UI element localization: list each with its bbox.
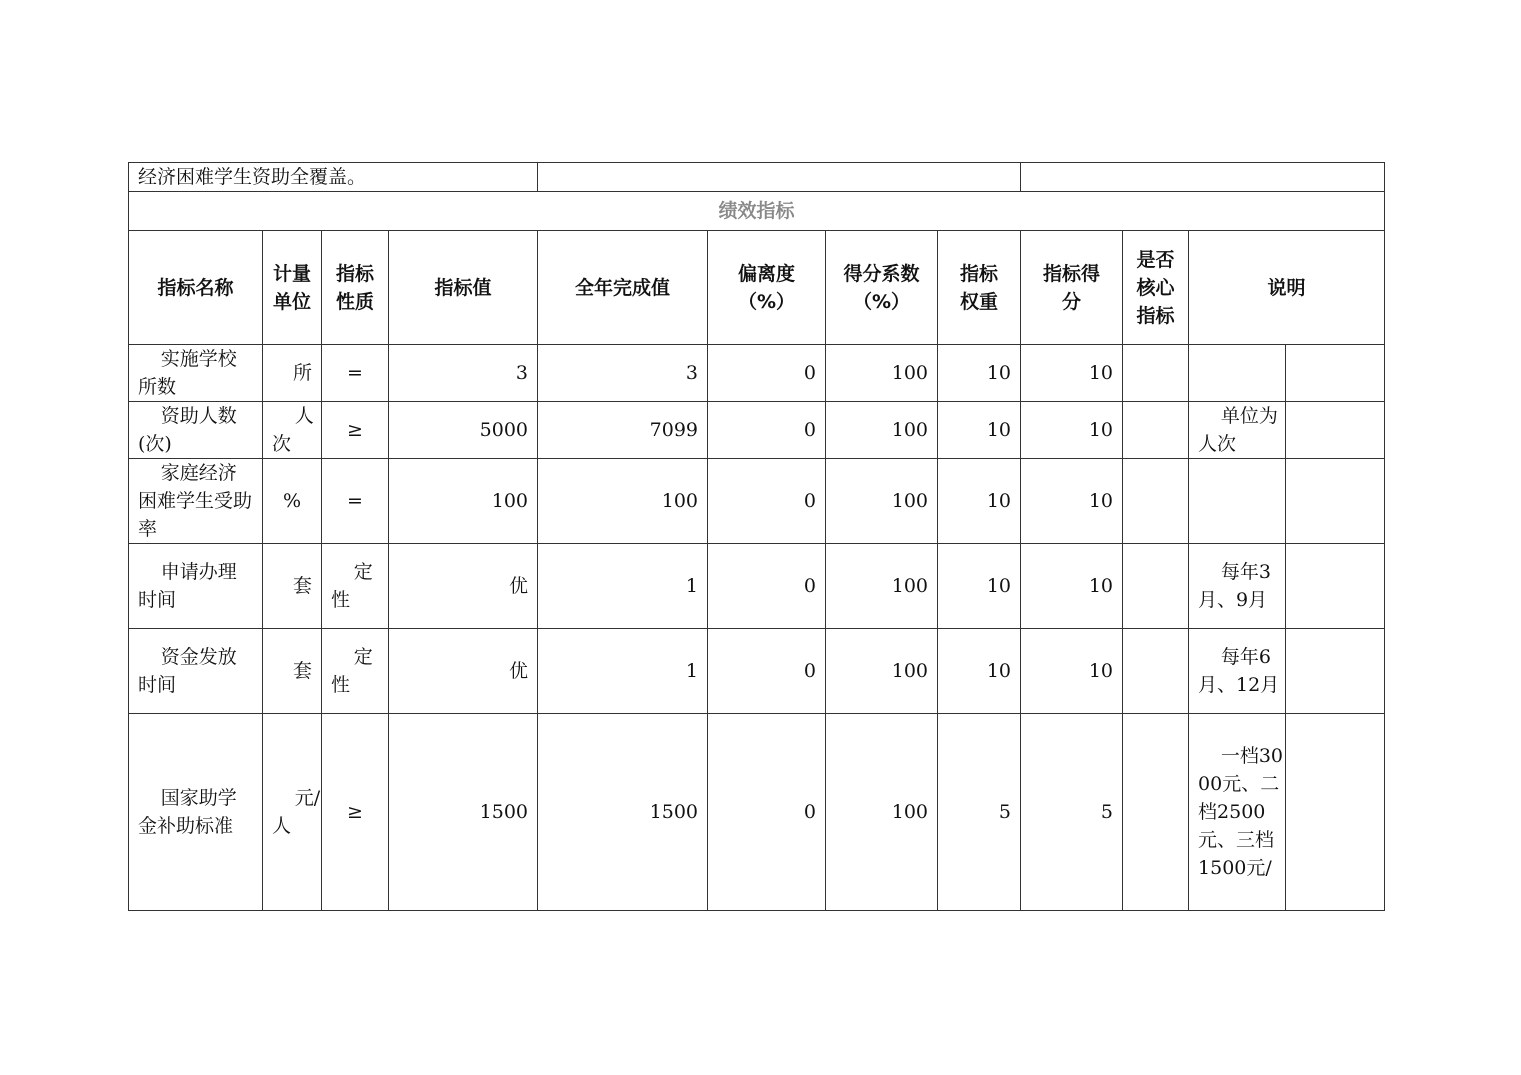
section-row	[129, 192, 1385, 231]
indicator-target: 100	[389, 459, 538, 544]
indicator-score: 10	[1021, 345, 1123, 402]
indicator-name: 实施学校所数	[129, 345, 263, 402]
indicator-deviation: 0	[708, 714, 826, 911]
indicator-unit: 套	[263, 629, 322, 714]
indicator-actual: 1500	[538, 714, 708, 911]
indicator-nature: 定性	[322, 544, 389, 629]
indicator-core	[1123, 544, 1189, 629]
indicator-coef: 100	[826, 629, 938, 714]
indicator-coef: 100	[826, 714, 938, 911]
indicator-extra	[1286, 714, 1385, 911]
table-row	[129, 402, 1385, 459]
indicator-weight: 10	[938, 402, 1021, 459]
indicator-extra	[1286, 544, 1385, 629]
indicator-weight: 10	[938, 345, 1021, 402]
indicator-target: 3	[389, 345, 538, 402]
header-score: 指标得分	[1021, 231, 1123, 345]
indicator-actual: 3	[538, 345, 708, 402]
indicator-actual: 1	[538, 629, 708, 714]
indicator-actual: 7099	[538, 402, 708, 459]
indicator-unit: %	[263, 459, 322, 544]
table-row	[129, 345, 1385, 402]
indicator-target: 5000	[389, 402, 538, 459]
header-actual: 全年完成值	[538, 231, 708, 345]
header-note: 说明	[1189, 231, 1385, 345]
indicator-core	[1123, 629, 1189, 714]
header-deviation: 偏离度（%）	[708, 231, 826, 345]
indicator-deviation: 0	[708, 345, 826, 402]
header-core: 是否核心指标	[1123, 231, 1189, 345]
objective-row	[129, 163, 1385, 192]
header-weight: 指标权重	[938, 231, 1021, 345]
indicator-weight: 10	[938, 459, 1021, 544]
indicator-note: 每年6月、12月	[1189, 629, 1286, 714]
table-row	[129, 714, 1385, 911]
indicator-deviation: 0	[708, 544, 826, 629]
indicator-nature: ≥	[322, 402, 389, 459]
indicator-name: 家庭经济困难学生受助率	[129, 459, 263, 544]
table-row	[129, 629, 1385, 714]
header-name: 指标名称	[129, 231, 263, 345]
indicator-score: 10	[1021, 629, 1123, 714]
indicator-unit: 人次	[263, 402, 322, 459]
indicator-weight: 5	[938, 714, 1021, 911]
objective-text: 经济困难学生资助全覆盖。	[129, 163, 538, 192]
indicator-target: 优	[389, 629, 538, 714]
indicator-nature: ≥	[322, 714, 389, 911]
indicator-name: 资助人数(次)	[129, 402, 263, 459]
indicator-unit: 所	[263, 345, 322, 402]
indicator-name: 申请办理时间	[129, 544, 263, 629]
indicator-deviation: 0	[708, 629, 826, 714]
indicator-extra	[1286, 345, 1385, 402]
indicator-extra	[1286, 402, 1385, 459]
indicator-coef: 100	[826, 345, 938, 402]
indicator-coef: 100	[826, 459, 938, 544]
indicator-actual: 100	[538, 459, 708, 544]
header-target: 指标值	[389, 231, 538, 345]
indicator-note	[1189, 345, 1286, 402]
indicator-core	[1123, 459, 1189, 544]
indicator-coef: 100	[826, 402, 938, 459]
indicator-note: 每年3月、9月	[1189, 544, 1286, 629]
indicator-core	[1123, 345, 1189, 402]
indicator-unit: 元/人	[263, 714, 322, 911]
indicator-weight: 10	[938, 629, 1021, 714]
indicator-nature: 定性	[322, 629, 389, 714]
indicator-score: 10	[1021, 544, 1123, 629]
indicator-actual: 1	[538, 544, 708, 629]
performance-table	[128, 162, 1385, 911]
indicator-extra	[1286, 629, 1385, 714]
indicator-extra	[1286, 459, 1385, 544]
indicator-deviation: 0	[708, 402, 826, 459]
indicator-unit: 套	[263, 544, 322, 629]
header-unit: 计量单位	[263, 231, 322, 345]
indicator-weight: 10	[938, 544, 1021, 629]
indicator-target: 1500	[389, 714, 538, 911]
indicator-nature: =	[322, 459, 389, 544]
header-nature: 指标性质	[322, 231, 389, 345]
indicator-name: 国家助学金补助标准	[129, 714, 263, 911]
header-row	[129, 231, 1385, 345]
indicator-note: 单位为人次	[1189, 402, 1286, 459]
indicator-nature: =	[322, 345, 389, 402]
table-row	[129, 459, 1385, 544]
indicator-coef: 100	[826, 544, 938, 629]
table-row	[129, 544, 1385, 629]
indicator-score: 5	[1021, 714, 1123, 911]
indicator-score: 10	[1021, 459, 1123, 544]
indicator-core	[1123, 402, 1189, 459]
indicator-name: 资金发放时间	[129, 629, 263, 714]
indicator-note: 一档3000元、二档2500元、三档1500元/	[1189, 714, 1286, 911]
indicator-target: 优	[389, 544, 538, 629]
indicator-score: 10	[1021, 402, 1123, 459]
objective-cell-2	[538, 163, 1021, 192]
header-coef: 得分系数（%）	[826, 231, 938, 345]
indicator-deviation: 0	[708, 459, 826, 544]
section-title: 绩效指标	[129, 192, 1385, 231]
indicator-core	[1123, 714, 1189, 911]
indicator-note	[1189, 459, 1286, 544]
objective-cell-3	[1021, 163, 1385, 192]
